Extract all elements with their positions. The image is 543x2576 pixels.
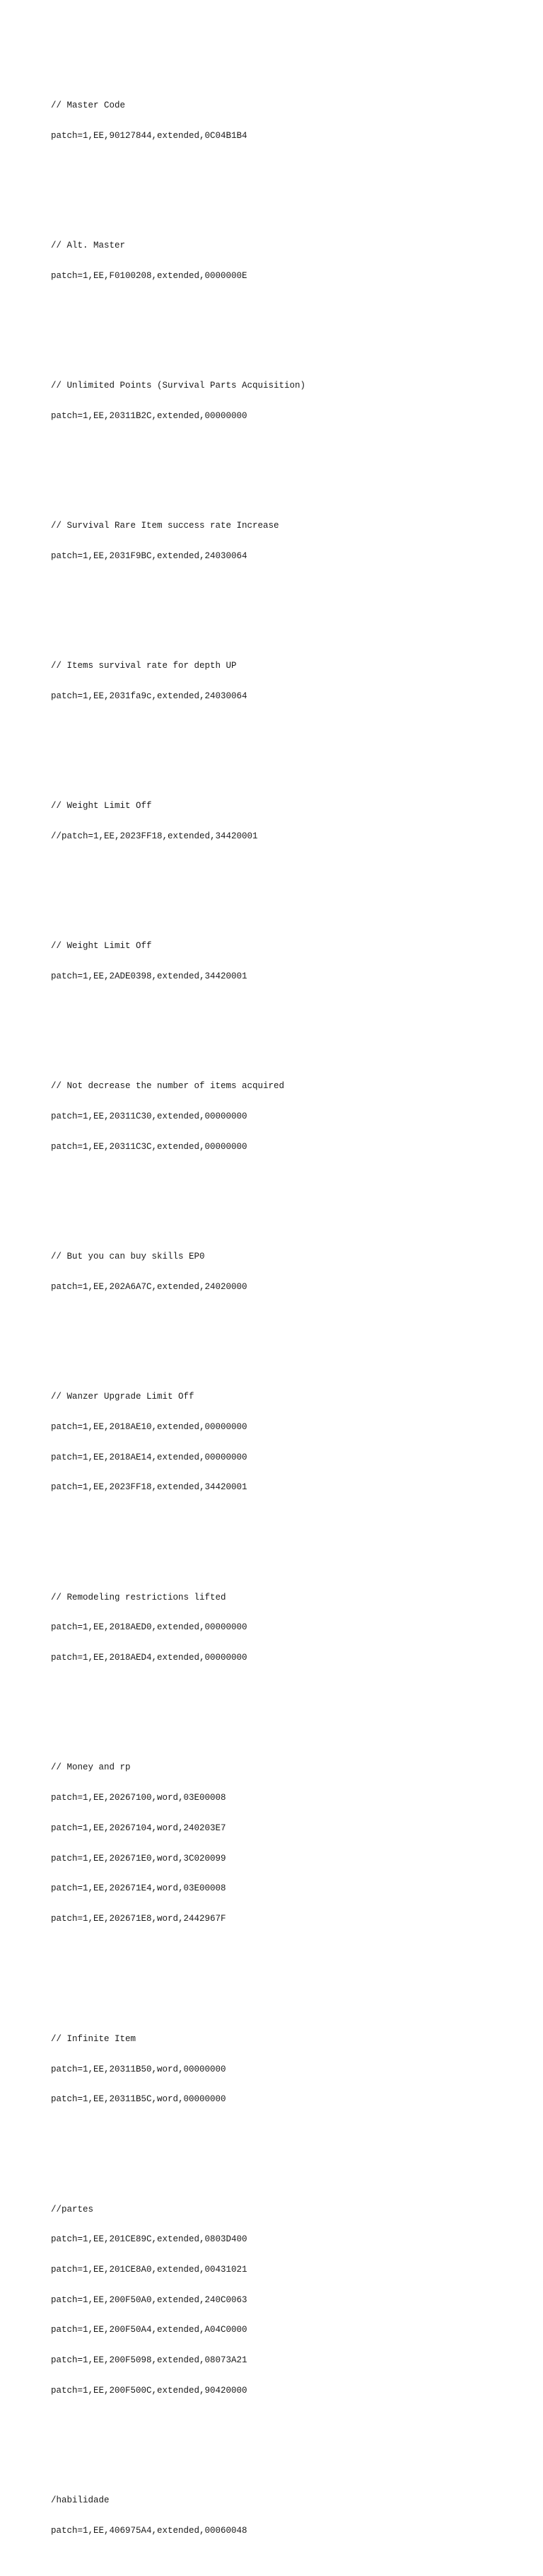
patch-line: patch=1,EE,F0100208,extended,0000000E <box>51 270 247 281</box>
patch-line: patch=1,EE,2018AED4,extended,00000000 <box>51 1653 247 1663</box>
patch-line: patch=1,EE,202A6A7C,extended,24020000 <box>51 1281 247 1292</box>
patch-line: //patch=1,EE,2023FF18,extended,34420001 <box>51 831 258 841</box>
comment-line: // Money and rp <box>51 1762 131 1773</box>
patch-line: patch=1,EE,202671E0,word,3C020099 <box>51 1853 226 1864</box>
comment-line: // But you can buy skills EP0 <box>51 1252 205 1262</box>
comment-line: // Weight Limit Off <box>51 941 152 952</box>
comment-line: // Survival Rare Item success rate Increase <box>51 521 279 531</box>
patch-line: patch=1,EE,201CE8A0,extended,00431021 <box>51 2265 247 2275</box>
code-block <box>51 641 532 721</box>
patch-line: patch=1,EE,2ADE0398,extended,34420001 <box>51 971 247 982</box>
code-block <box>51 921 532 1001</box>
code-block <box>51 1061 532 1172</box>
comment-line: // Weight Limit Off <box>51 801 152 812</box>
patch-line: patch=1,EE,2018AE10,extended,00000000 <box>51 1421 247 1432</box>
code-block <box>51 81 532 161</box>
patch-line: patch=1,EE,20267100,word,03E00008 <box>51 1793 226 1803</box>
code-block <box>51 1743 532 1943</box>
comment-line: // Alt. Master <box>51 241 126 251</box>
code-block <box>51 2014 532 2125</box>
patch-line: patch=1,EE,202671E4,word,03E00008 <box>51 1883 226 1894</box>
comment-line: // Wanzer Upgrade Limit Off <box>51 1392 194 1402</box>
patch-line: patch=1,EE,2031F9BC,extended,24030064 <box>51 550 247 561</box>
patch-line: patch=1,EE,200F50A0,extended,240C0063 <box>51 2294 247 2305</box>
patch-line: patch=1,EE,200F50A4,extended,A04C0000 <box>51 2325 247 2335</box>
patch-line: patch=1,EE,201CE89C,extended,0803D400 <box>51 2234 247 2245</box>
patch-line: patch=1,EE,2023FF18,extended,34420001 <box>51 1482 247 1493</box>
patch-line: patch=1,EE,202671E8,word,2442967F <box>51 1913 226 1924</box>
comment-line: /habilidade <box>51 2495 110 2506</box>
comment-line: //partes <box>51 2204 94 2214</box>
code-block <box>51 221 532 301</box>
patch-line: patch=1,EE,20311C3C,extended,00000000 <box>51 1141 247 1152</box>
code-block <box>51 1372 532 1513</box>
comment-line: // Items survival rate for depth UP <box>51 661 237 671</box>
patch-line: patch=1,EE,406975A4,extended,00060048 <box>51 2525 247 2536</box>
patch-line: patch=1,EE,2018AE14,extended,00000000 <box>51 1452 247 1462</box>
comment-line: // Infinite Item <box>51 2033 136 2044</box>
patch-line: patch=1,EE,200F5098,extended,08073A21 <box>51 2355 247 2366</box>
cheat-code-document <box>51 51 532 2576</box>
patch-line: patch=1,EE,20311B2C,extended,00000000 <box>51 410 247 421</box>
comment-line: // Unlimited Points (Survival Parts Acquisition) <box>51 381 306 391</box>
comment-line: // Remodeling restrictions lifted <box>51 1592 226 1602</box>
comment-line: // Not decrease the number of items acquired <box>51 1081 285 1092</box>
code-block <box>51 361 532 441</box>
comment-line: // Master Code <box>51 100 126 110</box>
patch-line: patch=1,EE,20311B5C,word,00000000 <box>51 2094 226 2105</box>
patch-line: patch=1,EE,20311C30,extended,00000000 <box>51 1111 247 1122</box>
code-block <box>51 781 532 861</box>
patch-line: patch=1,EE,20311B50,word,00000000 <box>51 2064 226 2074</box>
code-block <box>51 1573 532 1683</box>
patch-line: patch=1,EE,20267104,word,240203E7 <box>51 1823 226 1833</box>
patch-line: patch=1,EE,90127844,extended,0C04B1B4 <box>51 130 247 141</box>
patch-line: patch=1,EE,2031fa9c,extended,24030064 <box>51 691 247 701</box>
patch-line: patch=1,EE,200F500C,extended,90420000 <box>51 2385 247 2396</box>
code-block <box>51 1232 532 1312</box>
code-block <box>51 2476 532 2555</box>
code-block <box>51 2185 532 2416</box>
code-block <box>51 501 532 581</box>
patch-line: patch=1,EE,2018AED0,extended,00000000 <box>51 1622 247 1633</box>
